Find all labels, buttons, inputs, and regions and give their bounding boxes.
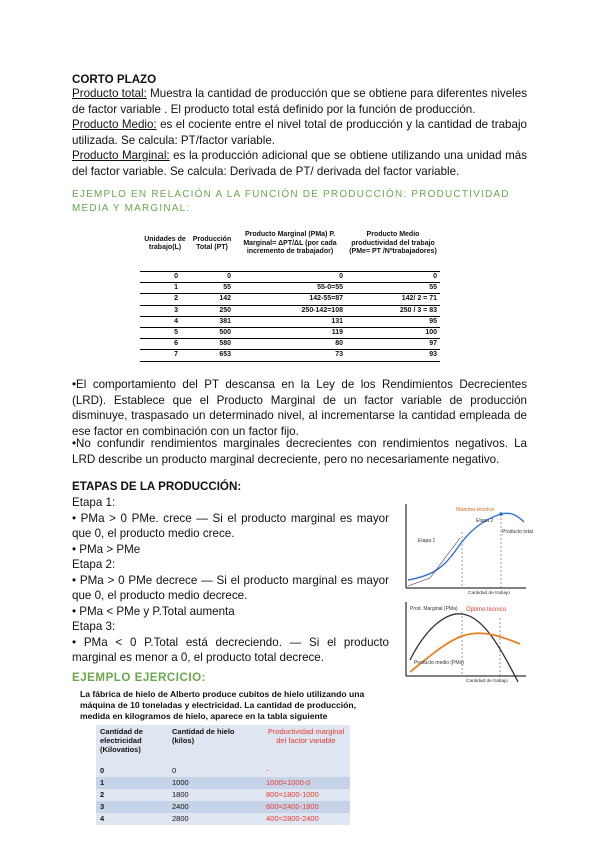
table-cell: 93 (346, 350, 440, 361)
table-cell: 0 (168, 765, 262, 777)
total-product-curve (408, 513, 524, 580)
graph1-etapa2-label: Etapa 2 (476, 518, 494, 524)
graph2-x-label: Cantidad de trabajo (466, 679, 508, 684)
table-cell: 500 (190, 327, 234, 338)
table-cell: 1000 (168, 777, 262, 789)
table-cell: 1800 (168, 789, 262, 801)
table-cell: 3 (96, 801, 168, 813)
lrd-paragraph-2: •No confundir rendimientos marginales decrecientes con rendimientos negativos. La LRD describe un producto marginal decreciente, pero no necesariamente negativo. (72, 437, 527, 466)
producto-medio-text: es el cociente entre el nivel total de producción y la cantidad de trabajo utilizada. Se calcula: PT/factor variable. (72, 118, 527, 147)
etapas-heading: ETAPAS DE LA PRODUCCIÓN: (72, 480, 242, 493)
producto-total-text: Muestra la cantidad de producción que se obtiene para diferentes niveles de factor variable . El producto total está definido por la función de producción. (72, 87, 527, 116)
header-producto-medio: Producto Medio productividad del trabajo (PMe= PT /Nºtrabajadores) (346, 217, 440, 272)
marginal-average-graph (400, 598, 528, 683)
table-row (140, 272, 440, 283)
table-cell: 653 (190, 350, 234, 361)
table-cell: 3 (140, 305, 190, 316)
table-cell: 381 (190, 316, 234, 327)
header-unidades: Unidades de trabajo(L) (140, 217, 190, 272)
table-cell: - (262, 765, 350, 777)
table-cell: 1 (96, 777, 168, 789)
table-row (140, 316, 440, 327)
table-cell: 55 (346, 283, 440, 294)
producto-medio-paragraph (72, 117, 527, 148)
table-row (96, 813, 350, 825)
corto-plazo-heading: CORTO PLAZO (72, 73, 157, 86)
average-product-curve (410, 633, 520, 672)
graph2-prod-medio-label: Producto medio (PMe) (414, 660, 465, 666)
table-cell: 5 (140, 327, 190, 338)
etapa2-rule-a: • PMa > 0 PMe decrece — Si el producto marginal es mayor que 0, el producto medio decrece. (72, 573, 389, 602)
producto-medio-term: Producto Medio: (72, 118, 157, 131)
table-row (96, 801, 350, 813)
table-cell: 4 (96, 813, 168, 825)
table-cell: 2400 (168, 801, 262, 813)
ejercicio-text: La fábrica de hielo de Alberto produce cubitos de hielo utilizando una máquina de 10 toneladas y electricidad. La cantidad de producción, medida en kilogramos de hielo, aparece en la tabla siguiente (80, 689, 365, 722)
table-cell: 0 (346, 272, 440, 283)
table-row (140, 339, 440, 350)
table-cell: 95 (346, 316, 440, 327)
table-row (96, 777, 350, 789)
header-producto-marginal: Producto Marginal (PMa) P. Marginal= ΔPT/ΔL (por cada incremento de trabajador) (234, 217, 346, 272)
table-cell: 0 (234, 272, 346, 283)
production-table-wrapper (140, 217, 440, 362)
ice-table-wrapper (96, 725, 350, 825)
header-produccion-total: Producción Total (PT) (190, 217, 234, 272)
header-electricidad: Cantidad de electricidad (Kilovatios) (96, 725, 168, 765)
table-row (140, 305, 440, 316)
producto-total-paragraph (72, 86, 527, 117)
graph2-prod-marginal-label: Prod. Marginal (PMa) (410, 606, 458, 612)
table-cell: 80 (234, 339, 346, 350)
table-cell: 4 (140, 316, 190, 327)
ice-table-header-row (96, 725, 350, 765)
lrd-paragraph-1: •El comportamiento del PT descansa en la Ley de los Rendimientos Decrecientes (LRD). Establece que el Producto Marginal de un factor variable de producción disminuye, traspasado un determinado nivel, al incrementarse la cantidad empleada de ese factor en combinación con un factor fijo. (72, 378, 527, 438)
etapa1-rule-b: • PMa > PMe (72, 542, 141, 556)
table-cell: 55-0=55 (234, 283, 346, 294)
producto-marginal-term: Producto Marginal: (72, 149, 170, 162)
table-cell: 55 (190, 283, 234, 294)
total-product-graph (400, 500, 533, 596)
table-cell: 0 (190, 272, 234, 283)
table-cell: 142-55=87 (234, 294, 346, 305)
table-cell: 2 (96, 789, 168, 801)
header-productividad: Productividad marginal del factor variable (262, 725, 350, 765)
table-cell: 1000=1000-0 (262, 777, 350, 789)
producto-marginal-paragraph (72, 148, 527, 179)
corto-plazo-section (72, 73, 527, 179)
etapa2-rule-b: • PMa < PMe y P.Total aumenta (72, 604, 235, 618)
etapa1-rule-a: • PMa > 0 PMe. crece — Si el producto marginal es mayor que 0, el producto medio crece. (72, 511, 389, 540)
table-row (140, 350, 440, 361)
header-hielo: Cantidad de hielo (kilos) (168, 725, 262, 765)
table-cell: 100 (346, 327, 440, 338)
ice-table (96, 725, 350, 825)
marginal-product-curve (410, 614, 518, 682)
table-row (140, 294, 440, 305)
table-cell: 1 (140, 283, 190, 294)
table-cell: 250 / 3 = 83 (346, 305, 440, 316)
table-cell: 250 (190, 305, 234, 316)
graph1-maximo-label: Máximo técnico (456, 507, 495, 513)
table-cell: 0 (96, 765, 168, 777)
graph1-producto-total-label: Producto total (502, 529, 533, 535)
etapa1-label: Etapa 1: (72, 496, 116, 509)
etapa3-rule-a: • PMa < 0 P.Total está decreciendo. — Si el producto marginal es menor a 0, el producto total decrece. (72, 635, 389, 664)
production-table-header-row (140, 217, 440, 272)
table-cell: 142 (190, 294, 234, 305)
producto-total-term: Producto total: (72, 87, 147, 100)
table-row (96, 765, 350, 777)
table-cell: 6 (140, 339, 190, 350)
table-cell: 600=2400-1800 (262, 801, 350, 813)
table-cell: 800=1800-1000 (262, 789, 350, 801)
graph1-max-point (499, 512, 503, 516)
table-cell: 2800 (168, 813, 262, 825)
ejercicio-heading: EJEMPLO EJERCICIO: (72, 671, 206, 684)
graph1-etapa1-label: Etapa 1 (418, 538, 436, 544)
table-cell: 7 (140, 350, 190, 361)
production-table (140, 217, 440, 362)
table-cell: 580 (190, 339, 234, 350)
table-cell: 2 (140, 294, 190, 305)
table-cell: 119 (234, 327, 346, 338)
producto-marginal-text: es la producción adicional que se obtiene utilizando una unidad más del factor variable. Se calcula: Derivada de PT/ derivada del factor variable. (72, 149, 528, 178)
table-cell: 250-142=108 (234, 305, 346, 316)
table-cell: 131 (234, 316, 346, 327)
graph1-x-label: Cantidad de trabajo (468, 591, 510, 596)
table-cell: 142/ 2 = 71 (346, 294, 440, 305)
table-row (96, 789, 350, 801)
etapa3-label: Etapa 3: (72, 620, 116, 633)
table-cell: 400=2800-2400 (262, 813, 350, 825)
table-row (140, 327, 440, 338)
table-cell: 0 (140, 272, 190, 283)
graph2-optimo-label: Óptimo técnico (466, 607, 507, 613)
table-row (140, 283, 440, 294)
etapa2-label: Etapa 2: (72, 558, 116, 571)
table-cell: 73 (234, 350, 346, 361)
table-cell: 97 (346, 339, 440, 350)
ejemplo-heading: EJEMPLO EN RELACIÓN A LA FUNCIÓN DE PRODUCCIÓN: PRODUCTIVIDAD MEDIA Y MARGINAL: (72, 189, 510, 214)
etapas-section (72, 480, 389, 666)
